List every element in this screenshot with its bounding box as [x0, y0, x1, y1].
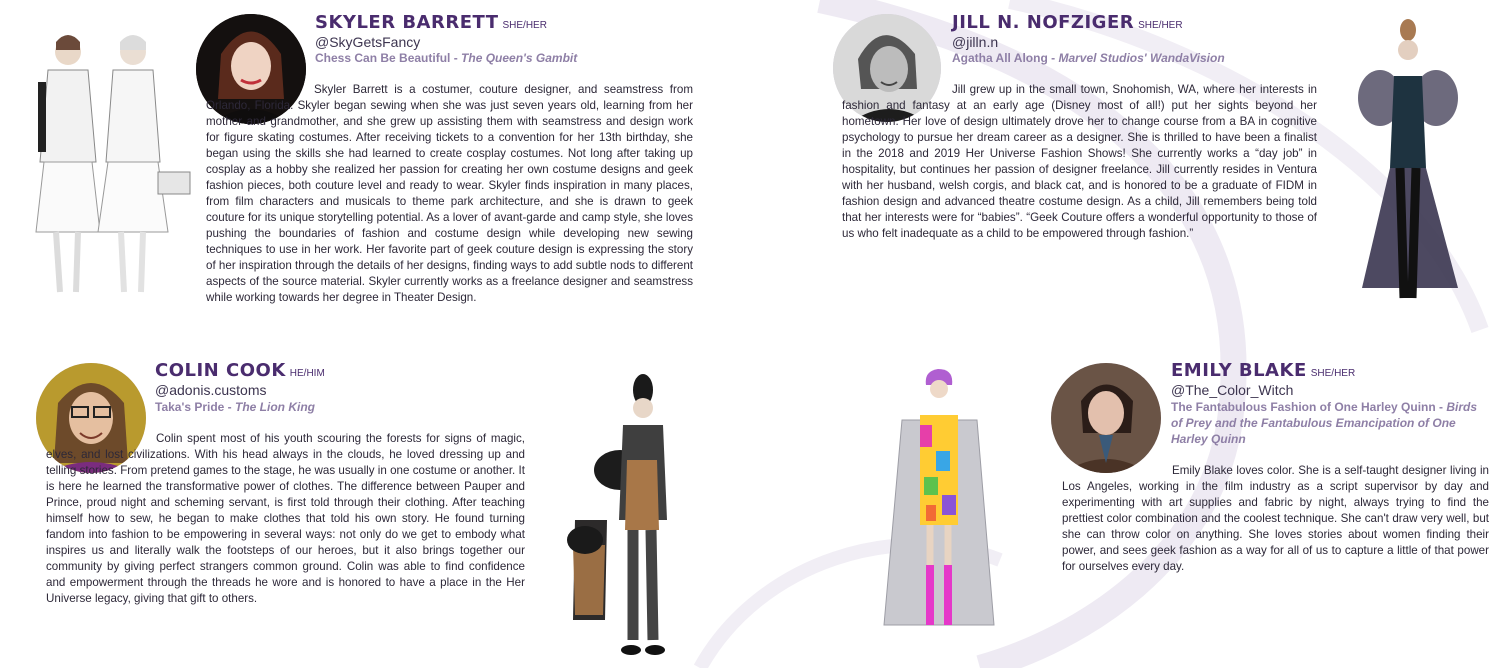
designer-handle: @adonis.customs: [155, 382, 267, 398]
designer-emily-blake: [860, 350, 1505, 668]
designer-jill-nofziger: [800, 0, 1505, 340]
portrait-photo: [1051, 363, 1161, 473]
designer-name: COLIN COOK: [155, 360, 286, 381]
project-title: Chess Can Be Beautiful - The Queen's Gambit: [315, 51, 578, 65]
fashion-sketch-icon: [1350, 18, 1465, 303]
designer-pronouns: SHE/HER: [1310, 368, 1356, 379]
designer-name: EMILY BLAKE: [1171, 360, 1307, 381]
designer-colin-cook: [0, 350, 720, 668]
designer-skyler-barrett: [0, 0, 720, 340]
fashion-sketch-icon: [8, 22, 194, 307]
designer-name: SKYLER BARRETT: [315, 12, 499, 33]
project-title: Agatha All Along - Marvel Studios' WandaVision: [952, 51, 1225, 65]
designer-pronouns: SHE/HER: [502, 20, 547, 31]
project-title: The Fantabulous Fashion of One Harley Quinn - Birds of Prey and the Fantabulous Emancipation of One Harley Quinn: [1171, 400, 1478, 446]
designer-bio: Colin spent most of his youth scouring the forests for signs of magic, elves, and lost civilizations. With his head always in the clouds, he loved dressing up and telling stories. From pretend games to the stage, he was usually in one costume or another. It is here he learned the transformative power of clothes. The difference between Pauper and Prince, proud night and scheming servant, is first told through their clothing. After teaching himself how to sew, he began to make clothes that told his own story. He found turning fandom into fashion to be empowering in several ways: not only do we get to embody what inspires us and literally walk the footsteps of our heroes, but it also brings together our community by giving perfect strangers common ground. Colin was able to find confidence and empowerment through the threads he wore and is honored to have a place in the Her Universe legacy, giving that gift to others.: [46, 432, 525, 605]
fashion-sketch-icon: [545, 370, 695, 665]
designer-bio: Emily Blake loves color. She is a self-taught designer living in Los Angeles, working in the film industry as a script supervisor by day and experimenting with art supplies and fabric by night, always trying to find the prettiest color combination and the coolest technique. She can't draw very well, but she can throw color on anything. She loves stories about women finding their power, and sees geek fashion as a way for all of us to capture a little of that power for ourselves every day.: [1062, 464, 1489, 573]
designer-name: JILL N. NOFZIGER: [952, 12, 1135, 33]
fashion-sketch-icon: [882, 365, 997, 655]
designer-bio: Jill grew up in the small town, Snohomish, WA, where her interests in fashion and fantasy at an early age (Disney most of all!) put her sights beyond her hometown. Her love of design ultimately drove her to change course from a BA in cognitive psychology to pursue her dream career as a designer. She is thrilled to have been a finalist in the 2018 and 2019 Her Universe Fashion Shows! She currently works a “day job” in hospitality, but continues her passion of designer freelance. Jill currently resides in Ventura with her husband, welsh corgis, and black cat, and is honored to be a graduate of FIDM in fashion design and advanced theatre costume design. As a child, Jill remembers being told that her interests were for “babies”. “Geek Couture offers a wonderful opportunity to those of us who felt inadequate as a child to be empowered through fashion.”: [842, 83, 1317, 240]
designer-handle: @The_Color_Witch: [1171, 382, 1294, 398]
designer-handle: @jilln.n: [952, 34, 999, 50]
designer-bio: Skyler Barrett is a costumer, couture designer, and seamstress from Orlando, Florida. Skyler began sewing when she was just seven years old, learning from her mother and grandmother, and she grew up assisting them with seamstress and design work for figure skating costumes. After receiving tickets to a convention for her 13th birthday, she began using the skills she had learned to create cosplay costumes. Not long after taking up cosplay as a hobby she realized her passion for creating her own costume designs and geek fashion pieces, both couture level and ready to wear. Skyler finds inspiration in many places, from film characters and musicals to theme park architecture, and she is drawn to geek couture for its unique storytelling potential. As a lover of avant-garde and camp style, she loves pushing the boundaries of fashion and costume design while developing new sewing techniques to use in her work. Her favorite part of geek couture design is expressing the story of her inspiration through the details of her designs, finding ways to add subtle nods to different aspects of the source material. Skyler currently works as a freelance designer and seamstress while working towards her degree in Theater Design.: [206, 83, 693, 304]
project-title: Taka's Pride - The Lion King: [155, 400, 316, 414]
designer-pronouns: SHE/HER: [1138, 20, 1183, 31]
designer-handle: @SkyGetsFancy: [315, 34, 421, 50]
designer-pronouns: HE/HIM: [289, 368, 325, 379]
